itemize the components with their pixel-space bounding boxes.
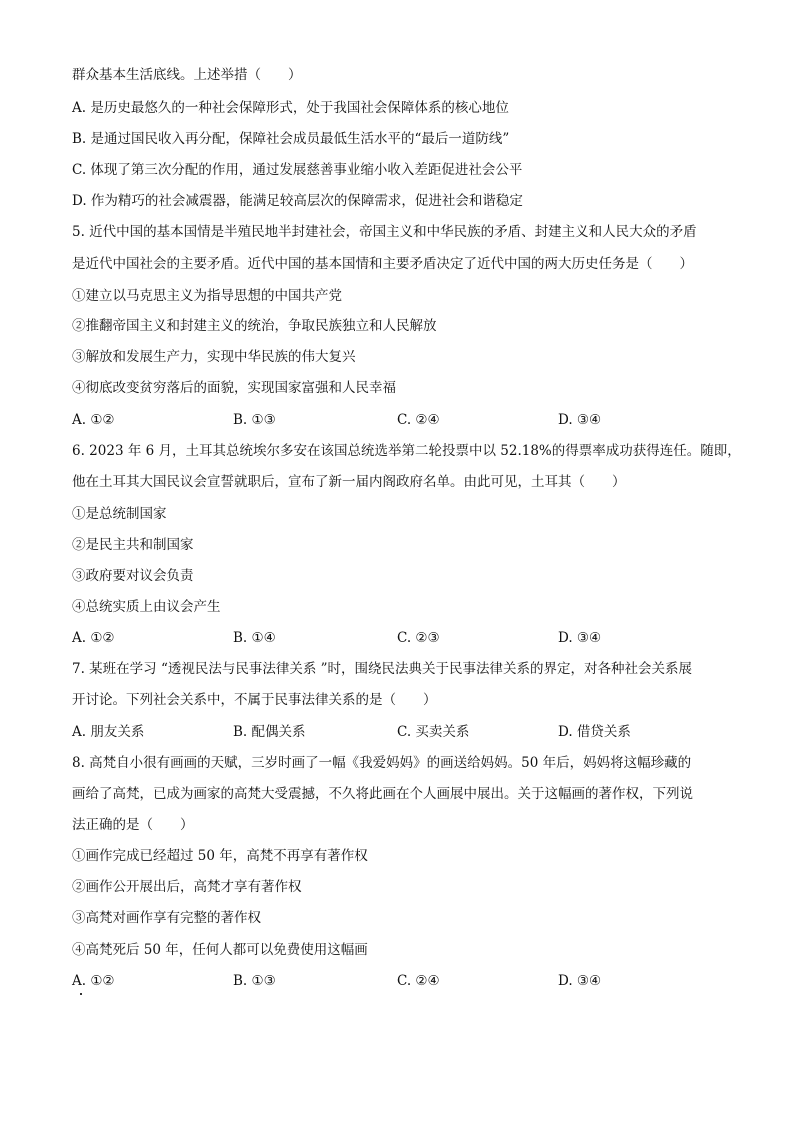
q5-item-2: ②推翻帝国主义和封建主义的统治，争取民族独立和人民解放 bbox=[72, 318, 437, 334]
q4-stem-end: 群众基本生活底线。上述举措（ ） bbox=[72, 67, 302, 83]
q5-stem-line-2: 是近代中国社会的主要矛盾。近代中国的基本国情和主要矛盾决定了近代中国的两大历史任务是（ ） bbox=[72, 256, 693, 272]
q5-item-4: ④彻底改变贫穷落后的面貌，实现国家富强和人民幸福 bbox=[72, 380, 396, 396]
q8-item-3: ③高梵对画作享有完整的著作权 bbox=[72, 910, 261, 926]
q6-item-1: ①是总统制国家 bbox=[72, 506, 167, 522]
q6-option-b: B. ①④ bbox=[233, 630, 276, 646]
q5-option-a: A. ①② bbox=[72, 412, 115, 428]
q8-item-2: ②画作公开展出后，高梵才享有著作权 bbox=[72, 879, 302, 895]
q5-option-c: C. ②④ bbox=[397, 412, 440, 428]
q8-option-b: B. ①③ bbox=[233, 973, 276, 989]
q8-option-c: C. ②④ bbox=[397, 973, 440, 989]
q8-stem-line-3: 法正确的是（ ） bbox=[72, 817, 194, 833]
q8-stem-line-1: 8. 高梵自小很有画画的天赋，三岁时画了一幅《我爱妈妈》的画送给妈妈。50 年后，妈妈将这幅珍藏的 bbox=[72, 755, 692, 771]
q5-item-3: ③解放和发展生产力，实现中华民族的伟大复兴 bbox=[72, 349, 356, 365]
stray-mark bbox=[80, 993, 82, 995]
q6-option-c: C. ②③ bbox=[397, 630, 440, 646]
q8-item-1: ①画作完成已经超过 50 年，高梵不再享有著作权 bbox=[72, 848, 368, 864]
q4-option-b: B. 是通过国民收入再分配，保障社会成员最低生活水平的“最后一道防线” bbox=[72, 131, 510, 147]
q6-stem-line-2: 他在土耳其大国民议会宣誓就职后，宣布了新一届内阁政府名单。由此可见，土耳其（ ） bbox=[72, 474, 626, 490]
q4-option-a: A. 是历史最悠久的一种社会保障形式，处于我国社会保障体系的核心地位 bbox=[72, 100, 509, 116]
q5-option-b: B. ①③ bbox=[233, 412, 276, 428]
q7-stem-line-2: 开讨论。下列社会关系中，不属于民事法律关系的是（ ） bbox=[72, 692, 437, 708]
q6-stem-line-1: 6. 2023 年 6 月，土耳其总统埃尔多安在该国总统选举第二轮投票中以 52.18%的得票率成功获得连任。随即， bbox=[72, 443, 741, 459]
q8-option-a: A. ①② bbox=[72, 973, 115, 989]
q5-option-d: D. ③④ bbox=[558, 412, 602, 428]
q6-option-d: D. ③④ bbox=[558, 630, 602, 646]
q8-option-d: D. ③④ bbox=[558, 973, 602, 989]
q7-stem-line-1: 7. 某班在学习 “透视民法与民事法律关系 ”时，围绕民法典关于民事法律关系的界定，对各种社会关系展 bbox=[72, 661, 693, 677]
q6-item-2: ②是民主共和制国家 bbox=[72, 537, 194, 553]
q7-option-a: A. 朋友关系 bbox=[72, 724, 145, 740]
q8-stem-line-2: 画给了高梵，已成为画家的高梵大受震撼，不久将此画在个人画展中展出。关于这幅画的著作权，下列说 bbox=[72, 786, 693, 802]
q7-option-c: C. 买卖关系 bbox=[397, 724, 470, 740]
q5-stem-line-1: 5. 近代中国的基本国情是半殖民地半封建社会，帝国主义和中华民族的矛盾、封建主义和人民大众的矛盾 bbox=[72, 224, 697, 240]
q6-item-4: ④总统实质上由议会产生 bbox=[72, 599, 221, 615]
q8-item-4: ④高梵死后 50 年，任何人都可以免费使用这幅画 bbox=[72, 942, 368, 958]
q4-option-d: D. 作为精巧的社会减震器，能满足较高层次的保障需求，促进社会和谐稳定 bbox=[72, 193, 523, 209]
q7-option-d: D. 借贷关系 bbox=[558, 724, 631, 740]
q6-item-3: ③政府要对议会负责 bbox=[72, 568, 194, 584]
q4-option-c: C. 体现了第三次分配的作用，通过发展慈善事业缩小收入差距促进社会公平 bbox=[72, 162, 523, 178]
q5-item-1: ①建立以马克思主义为指导思想的中国共产党 bbox=[72, 288, 342, 304]
q7-option-b: B. 配偶关系 bbox=[233, 724, 306, 740]
q6-option-a: A. ①② bbox=[72, 630, 115, 646]
